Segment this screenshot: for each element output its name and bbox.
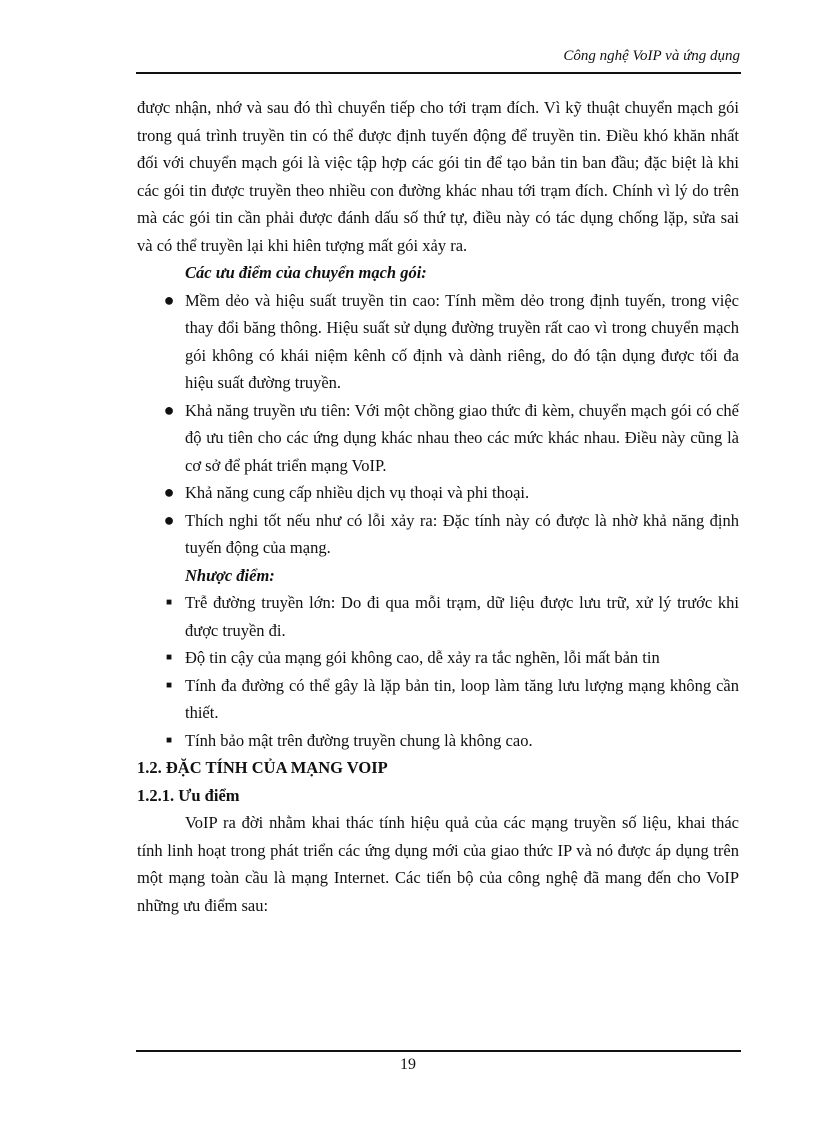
list-item: ■ Độ tin cậy của mạng gói không cao, dễ xảy ra tắc nghẽn, lỗi mất bản tin: [137, 644, 739, 672]
list-item: ● Mềm dẻo và hiệu suất truyền tin cao: Tính mềm dẻo trong định tuyến, trong việc thay đổi băng thông. Hiệu suất sử dụng đường truyền rất cao vì trong chuyển mạch gói không có khái niệm kênh cố định và dành riêng, do đó tận dụng được tối đa hiệu suất đường truyền.: [137, 287, 739, 397]
advantages-list: [137, 287, 739, 562]
advantages-heading: Các ưu điểm của chuyển mạch gói:: [185, 263, 427, 282]
section-title: 1.2. ĐẶC TÍNH CỦA MẠNG VOIP: [137, 758, 388, 777]
square-bullet-icon: ■: [165, 597, 173, 608]
list-item: ■ Tính bảo mật trên đường truyền chung là không cao.: [137, 727, 739, 755]
bullet-icon: ●: [163, 482, 175, 502]
page-body: [137, 94, 739, 919]
intro-paragraph: được nhận, nhớ và sau đó thì chuyển tiếp cho tới trạm đích. Vì kỹ thuật chuyển mạch gói trong quá trình truyền tin có thể được định tuyến động để truyền tin. Điều khó khăn nhất đối với chuyển mạch gói là việc tập hợp các gói tin để tạo bản tin ban đầu; đặc biệt là khi các gói tin được truyền theo nhiều con đường khác nhau tới trạm đích. Chính vì lý do trên mà các gói tin cần phải được đánh dấu số thứ tự, điều này có tác dụng chống lặp, sửa sai và có thể truyền lại khi hiên tượng mất gói xảy ra.: [137, 98, 739, 255]
header-divider: [136, 72, 741, 74]
running-header: Công nghệ VoIP và ứng dụng: [563, 48, 740, 64]
square-bullet-icon: ■: [165, 652, 173, 663]
bullet-icon: ●: [163, 289, 175, 310]
bullet-icon: ●: [163, 399, 175, 420]
disadvantages-heading: Nhược điểm:: [185, 565, 275, 585]
list-item: ● Khả năng truyền ưu tiên: Với một chồng giao thức đi kèm, chuyển mạch gói có chế độ ưu tiên cho các ứng dụng khác nhau theo các mức khác nhau. Điều này cũng là cơ sở để phát triển mạng VoIP.: [137, 397, 739, 480]
square-bullet-icon: ■: [165, 679, 173, 691]
list-item: ■ Trễ đường truyền lớn: Do đi qua mỗi trạm, dữ liệu được lưu trữ, xử lý trước khi được truyền đi.: [137, 589, 739, 644]
disadvantages-list: [137, 589, 739, 754]
square-bullet-icon: ■: [165, 734, 173, 746]
section-paragraph: VoIP ra đời nhằm khai thác tính hiệu quả của các mạng truyền số liệu, khai thác tính linh hoạt trong phát triển các ứng dụng mới của giao thức IP và nó được áp dụng trên một mạng toàn cầu là mạng Internet. Các tiến bộ của công nghệ đã mang đến cho VoIP những ưu điểm sau:: [137, 813, 739, 915]
subsection-title: 1.2.1. Ưu điểm: [137, 785, 240, 805]
bullet-icon: ●: [163, 509, 175, 530]
list-item: ■ Tính đa đường có thể gây là lặp bản tin, loop làm tăng lưu lượng mạng không cần thiết.: [137, 672, 739, 727]
page-number: 19: [400, 1056, 416, 1073]
list-item: ● Thích nghi tốt nếu như có lỗi xảy ra: Đặc tính này có được là nhờ khả năng định tuyến động của mạng.: [137, 507, 739, 562]
list-item: ● Khả năng cung cấp nhiều dịch vụ thoại và phi thoại.: [137, 479, 739, 507]
footer-divider: [136, 1050, 741, 1052]
